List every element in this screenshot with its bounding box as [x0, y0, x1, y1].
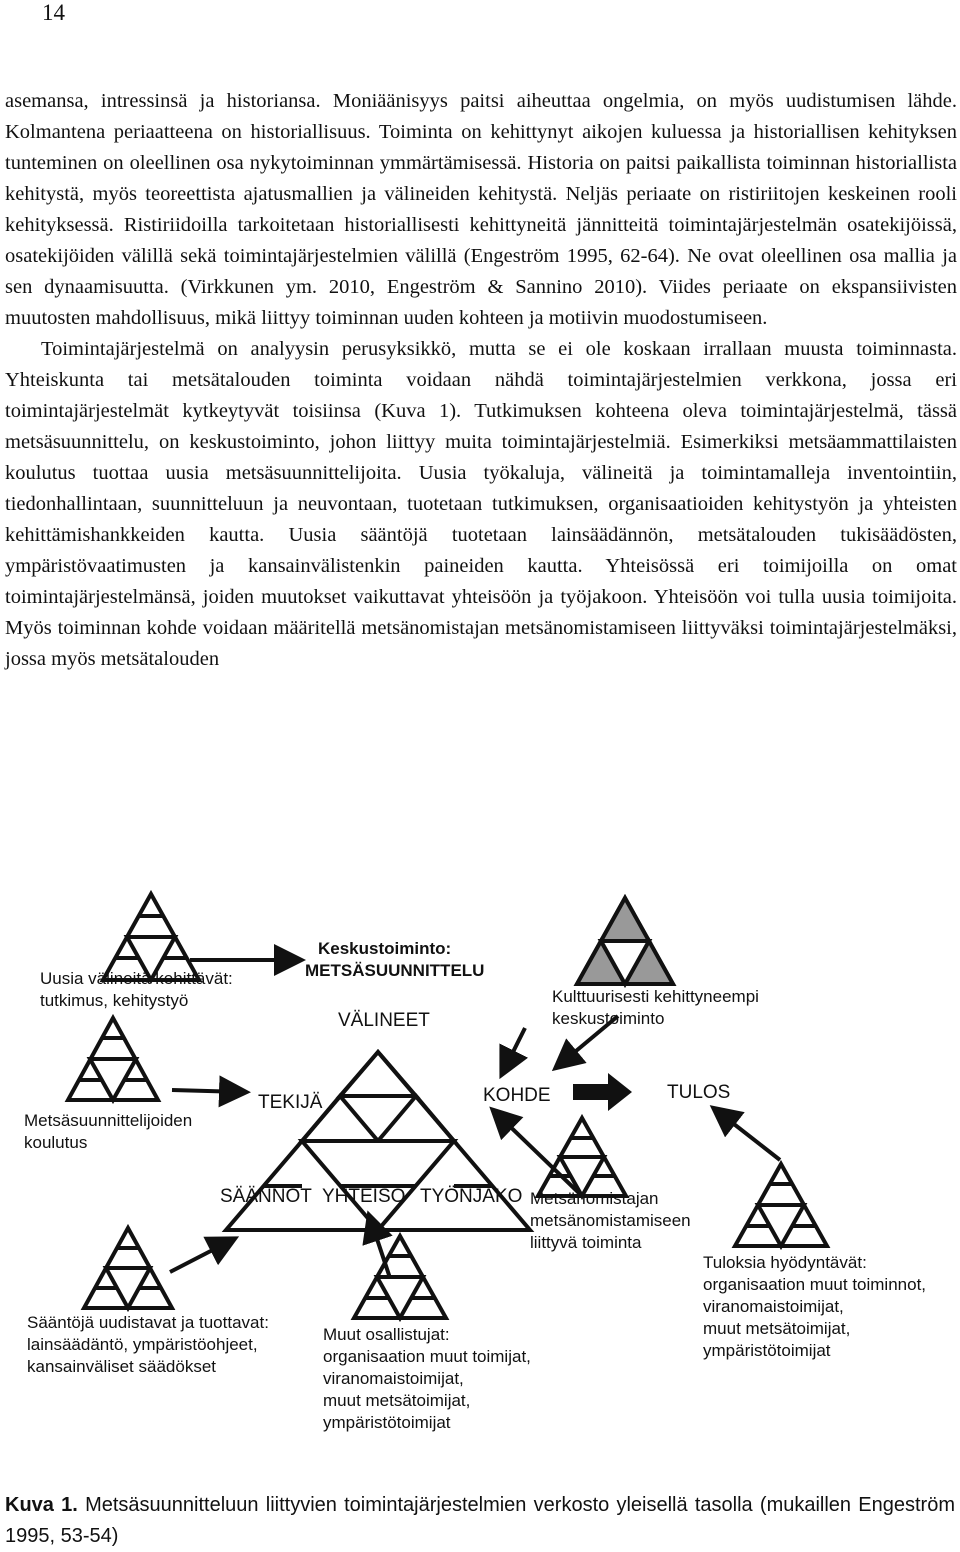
node-saannot: SÄÄNNÖT — [220, 1186, 312, 1207]
paragraph: Toimintajärjestelmä on analyysin perusyksikkö, mutta se ei ole koskaan irrallaan muusta toiminnasta. Yhteiskunta tai metsätalouden toiminta voidaan nähdä toimintajärjestelmien verkkona, jossa eri toimintajärjestelmät kytkeytyvät toisiinsa (Kuva 1). Tutkimuksen kohteena oleva toimintajärjestelmä, tässä metsäsuunnittelu, on keskustoiminto, johon liittyy muita toimintajärjestelmiä. Esimerkiksi metsäammattilaisten koulutus tuottaa uusia metsäsuunnittelijoita. Uusia työkaluja, välineitä ja toimintamalleja inventointiin, tiedonhallintaan, suunnitteluun ja neuvontaan, tuotetaan tutkimuksen, organisaatioiden kehitystyön ja yhteisten kehittämishankkeiden kautta. Uusia sääntöjä tuotetaan lainsäädännön, metsätalouden tukisäädösten, ympäristövaatimusten ja kansainvälistenkin paineiden kautta. Yhteisössä eri toimijoilla on omat toimintajärjestelmänsä, joiden muutokset vaikuttavat yhteisöön ja työjakoon. Yhteisöön voi tulla uusia toimijoita. Myös toiminnan kohde voidaan määritellä metsänomistajan metsänomistamiseen liittyväksi toimintajärjestelmäksi, jossa myös metsätalouden — [5, 338, 957, 670]
tools-label-line2: tutkimus, kehitystyö — [40, 991, 189, 1010]
tools-label-line1: Uusia välineitä kehittävät: — [40, 969, 233, 988]
owner-label-line3: liittyvä toiminta — [530, 1233, 642, 1252]
triangle-culture — [577, 898, 673, 984]
activity-system-network-figure — [0, 860, 960, 1480]
triangle-owner — [538, 1118, 626, 1196]
rules-label-line2: lainsäädäntö, ympäristöohjeet, — [27, 1335, 258, 1354]
results-label-line4: muut metsätoimijat, — [703, 1319, 851, 1338]
results-label-line5: ympäristötoimijat — [703, 1341, 831, 1360]
training-label-line1: Metsäsuunnittelijoiden — [24, 1111, 193, 1130]
triangle-results — [735, 1164, 827, 1246]
node-tekija: TEKIJÄ — [258, 1092, 323, 1113]
node-tyonjako: TYÖNJAKO — [420, 1186, 523, 1207]
node-kohde: KOHDE — [483, 1085, 551, 1106]
others-label-line2: organisaation muut toimijat, — [323, 1347, 531, 1366]
triangle-training — [68, 1018, 158, 1100]
rules-label-line3: kansainväliset säädökset — [27, 1357, 217, 1376]
training-label-line2: koulutus — [24, 1133, 88, 1152]
paragraph: asemansa, intressinsä ja historiansa. Moniäänisyys paitsi aiheuttaa ongelmia, on myös uudistumisen lähde. Kolmantena periaatteena on historiallisuus. Toiminta on kehittynyt aikojen kuluessa ja historiallisen kehityksen tunteminen on oleellinen osa nykytoiminnan ymmärtämisessä. Historia on paitsi paikallista toiminnan historiallista kehitystä, myös teoreettista ajatusmallien ja välineiden kehitystä. Neljäs periaate on ristiriitojen keskeinen rooli kehityksessä. Ristiriidoilla tarkoitetaan historiallisesti kehittyneitä jännitteitä toimintajärjestelmän osatekijöissä, osatekijöiden välillä sekä toimintajärjestelmien välillä (Engeström 1995, 62-64). Ne ovat oleellinen osa mallia ja sen dynaamisuutta. (Virkkunen ym. 2010, Engeström & Sannino 2010). Viides periaate on ekspansiivisten muutosten mahdollisuus, mikä liittyy toiminnan uuden kohteen ja motiivin muodostumiseen. — [5, 90, 957, 329]
owner-label-line1: Metsänomistajan — [530, 1189, 659, 1208]
results-label-line1: Tuloksia hyödyntävät: — [703, 1253, 867, 1272]
rules-label-line1: Sääntöjä uudistavat ja tuottavat: — [27, 1313, 269, 1332]
page-number: 14 — [42, 0, 65, 25]
node-tulos: TULOS — [667, 1082, 731, 1103]
triangle-others — [354, 1236, 446, 1318]
figure-graphics — [0, 860, 960, 1480]
kohde-tulos-arrow — [573, 1073, 632, 1111]
others-label-line3: viranomaistoimijat, — [323, 1369, 464, 1388]
caption-label: Kuva 1. — [5, 1494, 78, 1516]
center-title-line1: Keskustoiminto: — [318, 939, 452, 958]
caption-text: Metsäsuunnitteluun liittyvien toimintajärjestelmien verkosto yleisellä tasolla (mukaillen Engeström 1995, 53-54) — [5, 1494, 955, 1547]
results-label-line2: organisaation muut toiminnot, — [703, 1275, 927, 1294]
triangle-rules — [84, 1228, 172, 1308]
others-label-line5: ympäristötoimijat — [323, 1413, 451, 1432]
body-text — [5, 86, 957, 675]
owner-label-line2: metsänomistamiseen — [530, 1211, 691, 1230]
culture-label-line2: keskustoiminto — [552, 1009, 665, 1028]
results-label-line3: viranomaistoimijat, — [703, 1297, 844, 1316]
figure-caption — [5, 1490, 955, 1552]
node-valineet: VÄLINEET — [338, 1010, 430, 1031]
node-yhteiso: YHTEISÖ — [322, 1186, 406, 1207]
center-title-line2: METSÄSUUNNITTELU — [305, 961, 485, 980]
culture-label-line1: Kulttuurisesti kehittyneempi — [552, 987, 759, 1006]
others-label-line4: muut metsätoimijat, — [323, 1391, 471, 1410]
others-label-line1: Muut osallistujat: — [323, 1325, 450, 1344]
